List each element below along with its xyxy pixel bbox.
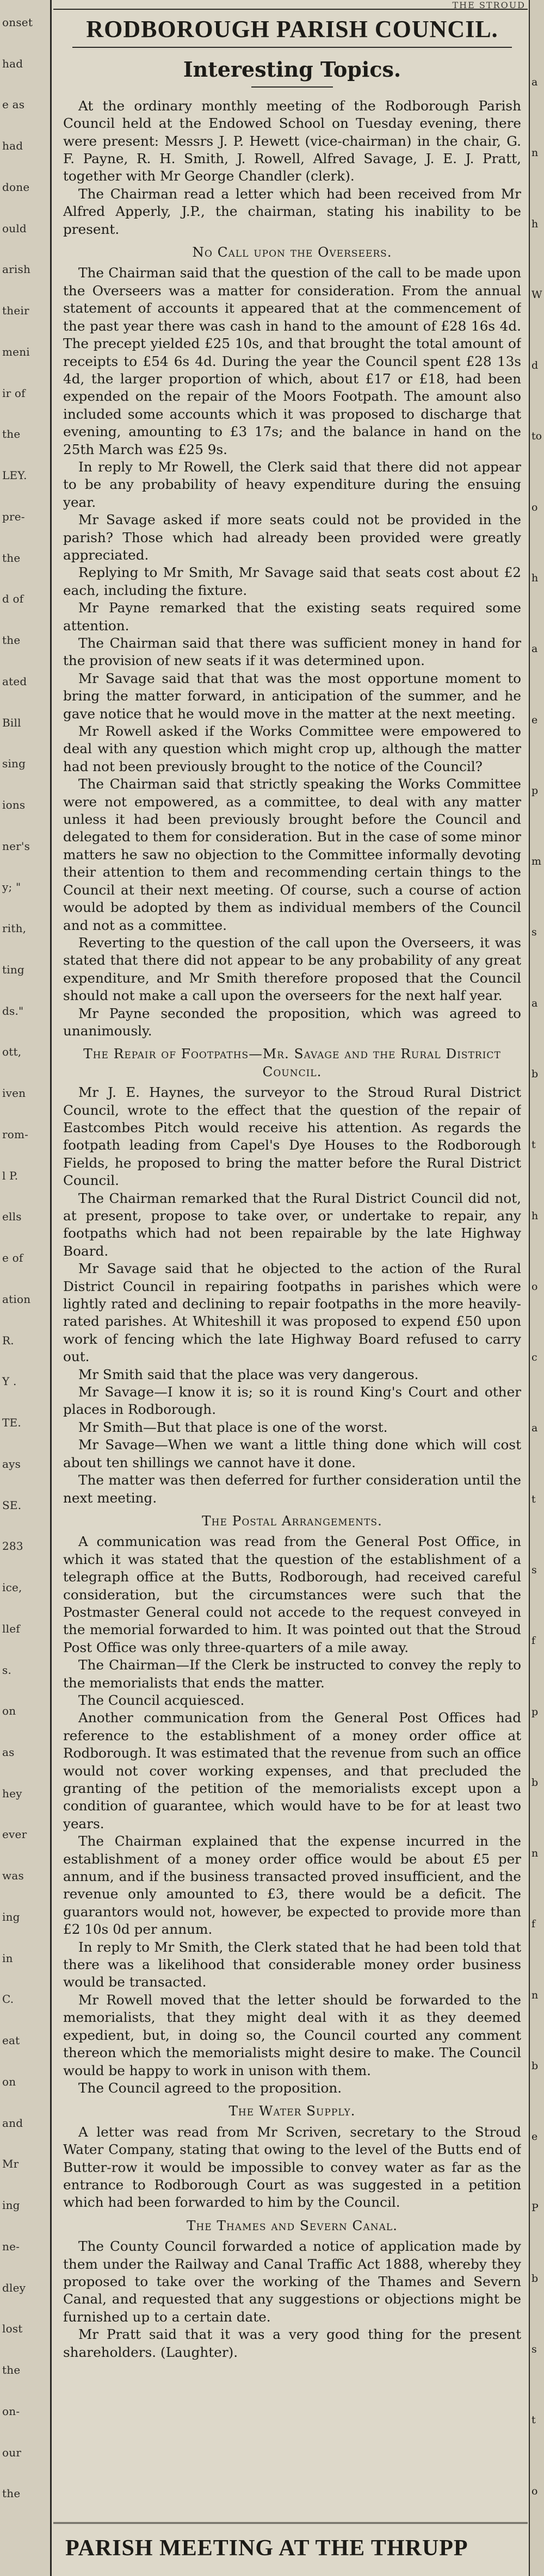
left-column-fragment: lost xyxy=(2,2322,23,2336)
left-column-fragment: ever xyxy=(2,1828,27,1841)
postal-section xyxy=(63,1533,521,2097)
article-paragraph: The Chairman said that there was sufficient money in hand for the provision of new seats if it was determined upon. xyxy=(63,635,521,669)
right-column-fragment: a xyxy=(531,1422,538,1435)
left-column-fragment: dley xyxy=(2,2281,26,2294)
article-paragraph: Mr Savage said that he objected to the action of the Rural District Council in repairing footpaths in parishes which were lightly rated and declining to repair footpaths in the more heavily-rated parishes. At Whiteshill it was proposed to expend £50 upon work of fencing which the late Highway Board refused to carry out. xyxy=(63,1261,521,1365)
left-column-fragment: eat xyxy=(2,2034,20,2047)
left-column-fragment: iven xyxy=(2,1087,26,1100)
right-column-fragment: p xyxy=(531,784,539,797)
left-column-fragment: ott, xyxy=(2,1045,22,1059)
right-column-fragment: m xyxy=(531,855,542,868)
subhead-rule xyxy=(251,86,333,88)
article-paragraph: Mr Savage—I know it is; so it is round King's Court and other places in Rodborough. xyxy=(63,1384,521,1418)
left-column-fragment: llef xyxy=(2,1622,20,1635)
left-column-fragment: had xyxy=(2,57,23,70)
left-column-fragment: e of xyxy=(2,1251,23,1265)
left-column-fragment: their xyxy=(2,304,29,318)
left-column-fragment: rith, xyxy=(2,922,27,935)
right-column-fragment: t xyxy=(531,2414,536,2426)
adjacent-column-left xyxy=(0,0,52,2576)
right-column-fragment: a xyxy=(531,997,538,1009)
section-heading-overseers: No Call upon the Overseers. xyxy=(192,244,392,260)
left-column-fragment: on xyxy=(2,2075,16,2088)
left-column-fragment: the xyxy=(2,634,21,647)
article-paragraph: The Council agreed to the proposition. xyxy=(78,2080,342,2096)
left-column-fragment: C. xyxy=(2,1992,14,2006)
article-paragraph: A letter was read from Mr Scriven, secretary to the Stroud Water Company, stating that owing to the level of the Butts end of Butter-row it would be impossible to convey water as far as the entrance to Rodborough Court as was suggested in a petition which had been forwarded to him by the Council. xyxy=(63,2124,521,2211)
right-column-fragment: n xyxy=(531,1989,539,2001)
top-crop-text: THE STROUD xyxy=(452,0,526,10)
left-column-fragment: ould xyxy=(2,221,27,235)
article-paragraph: In reply to Mr Smith, the Clerk stated that he had been told that there was a likelihood that considerable money order business would be transacted. xyxy=(63,1939,521,1990)
right-column-fragment: a xyxy=(531,76,538,88)
left-column-fragment: the xyxy=(2,2363,21,2377)
left-column-fragment: Mr xyxy=(2,2157,19,2171)
left-column-fragment: our xyxy=(2,2445,22,2459)
canal-section xyxy=(63,2238,521,2361)
right-column-fragment: a xyxy=(531,643,538,655)
left-column-fragment: ation xyxy=(2,1292,31,1306)
section-heading-water: The Water Supply. xyxy=(228,2103,356,2119)
right-column-fragment: f xyxy=(531,1918,536,1931)
right-column-fragment: o xyxy=(531,501,538,513)
left-column-fragment: l P. xyxy=(2,1169,18,1182)
left-column-fragment: meni xyxy=(2,345,30,358)
right-column-fragment: f xyxy=(531,1635,536,1647)
article-paragraph: Reverting to the question of the call upon the Overseers, it was stated that there did not appear to be any probability of any great expenditure, and Mr Smith therefore proposed that the Council should not make a call upon the overseers for the next half year. xyxy=(63,934,521,1004)
right-column-fragment: s xyxy=(531,2343,537,2356)
bottom-rule xyxy=(53,2522,528,2524)
masthead: RODBOROUGH PARISH COUNCIL. xyxy=(86,18,498,42)
right-column-fragment: n xyxy=(531,1847,539,1860)
section-heading-footpaths: The Repair of Footpaths—Mr. Savage and the Rural District Council. xyxy=(83,1046,501,1079)
right-column-fragment: W xyxy=(531,288,542,301)
article-paragraph: A communication was read from the General Post Office, in which it was stated that the question of the establishment of a telegraph office at the Butts, Rodborough, had received careful consideration, but the circumstances were such that the Postmaster General could not accede to the request conveyed in the memorial forwarded to him. It was pointed out that the Stroud Post Office was only three-quarters of a mile away. xyxy=(63,1534,521,1655)
article-paragraph: Mr Smith said that the place was very dangerous. xyxy=(78,1366,419,1382)
article-paragraph: The County Council forwarded a notice of application made by them under the Railway and Canal Traffic Act 1888, whereby they proposed to take over the working of the Thames and Severn Canal, and requested that any suggestions or objections might be furnished up to a certain date. xyxy=(63,2238,521,2325)
left-column-fragment: rom- xyxy=(2,1127,29,1141)
article-paragraph: The Chairman read a letter which had been received from Mr Alfred Apperly, J.P., the chairman, stating his inability to be present. xyxy=(63,185,521,237)
right-column-fragment: h xyxy=(531,218,539,230)
article-paragraph: Mr Payne seconded the proposition, which was agreed to unanimously. xyxy=(63,1005,521,1039)
left-column-fragment: and xyxy=(2,2116,23,2130)
left-column-fragment: y; " xyxy=(2,880,21,894)
masthead-rule xyxy=(72,47,512,48)
left-column-fragment: arish xyxy=(2,263,31,276)
left-column-fragment: had xyxy=(2,139,23,153)
article-paragraph: Another communication from the General Post Offices had reference to the establishment of a money order office at Rodborough. It was estimated that the revenue from such an office would not cover working expenses, and that precluded the granting of the petition of the memorialists except upon a condition of guarantee, which would have to be for at least two years. xyxy=(63,1710,521,1832)
left-column-fragment: ting xyxy=(2,963,24,976)
article-paragraph: Mr Payne remarked that the existing seats required some attention. xyxy=(63,600,521,634)
right-column-fragment: c xyxy=(531,1351,537,1364)
article-paragraph: The Chairman—If the Clerk be instructed to convey the reply to the memorialists that ends the matter. xyxy=(63,1657,521,1691)
right-column-fragment: d xyxy=(531,359,539,372)
water-section xyxy=(63,2124,521,2212)
article-paragraph: The Chairman said that the question of the call to be made upon the Overseers was a matter for consideration. From the annual statement of accounts it appeared that at the commencement of the past year there was cash in hand to the amount of £28 16s 4d. The precept yielded £25 10s, and that brought the total amount of receipts to £54 6s 4d. During the year the Council spent £28 13s 4d, the larger proportion of which, about £17 or £18, had been expended on the repair of the Moors Footpath. The amount also included some accounts which it was proposed to discharge that evening, amounting to £3 17s; and the balance in hand on the 25th March was £25 9s. xyxy=(63,265,521,457)
left-column-fragment: Bill xyxy=(2,716,21,729)
right-column-fragment: o xyxy=(531,2485,538,2497)
article-paragraph: Replying to Mr Smith, Mr Savage said that seats cost about £2 each, including the fixture. xyxy=(63,564,521,598)
right-column-fragment: t xyxy=(531,1139,536,1151)
left-column-fragment: the xyxy=(2,551,21,564)
section-heading-canal: The Thames and Severn Canal. xyxy=(186,2217,398,2233)
left-column-fragment: was xyxy=(2,1869,24,1883)
footpaths-section xyxy=(63,1084,521,1507)
right-column-fragment: b xyxy=(531,1776,539,1789)
article-paragraph: Mr Savage asked if more seats could not be provided in the parish? Those which had already been provided were greatly appreciated. xyxy=(63,512,521,563)
article-paragraph: The Chairman said that strictly speaking the Works Committee were not empowered, as a committee, to deal with any matter unless it had been previously brought before the Council and delegated to them for consideration. But in the case of some minor matters he saw no objection to the Committee informally devoting their attention to them and recommending certain things to the Council at their next meeting. Of course, such a course of action would be adopted by them as individual members of the Council and not as a committee. xyxy=(63,776,521,933)
left-column-fragment: ir of xyxy=(2,386,26,400)
article-paragraph: At the ordinary monthly meeting of the Rodborough Parish Council held at the Endowed School on Tuesday evening, there were present: Messrs J. P. Hewett (vice-chairman) in the chair, G. F. Payne, R. H. Smith, J. Rowell, Alfred Savage, J. E. J. Pratt, together with Mr George Chandler (clerk). xyxy=(63,97,521,184)
left-column-fragment: ner's xyxy=(2,839,30,853)
left-column-fragment: 283 xyxy=(2,1540,23,1553)
left-column-fragment: ne- xyxy=(2,2239,20,2253)
right-column-fragment: to xyxy=(531,430,542,443)
article-paragraph: Mr Savage said that that was the most opportune moment to bring the matter forward, in anticipation of the summer, and he gave notice that he would move in the matter at the next meeting. xyxy=(63,670,521,722)
right-column-fragment: b xyxy=(531,2060,539,2072)
right-column-fragment: b xyxy=(531,1068,539,1080)
subhead: Interesting Topics. xyxy=(183,57,401,82)
left-column-fragment: ing xyxy=(2,1910,20,1923)
left-column-fragment: s. xyxy=(2,1663,12,1677)
right-column-fragment: e xyxy=(531,2131,538,2143)
left-column-fragment: as xyxy=(2,1745,15,1759)
left-column-fragment: ated xyxy=(2,674,27,688)
left-column-fragment: SE. xyxy=(2,1498,22,1512)
article-column xyxy=(63,18,521,2515)
next-article-heading: PARISH MEETING AT THE THRUPP xyxy=(65,2536,468,2561)
right-column-fragment: p xyxy=(531,1705,539,1718)
article-paragraph: The Chairman remarked that the Rural District Council did not, at present, propose to take over, or undertake to repair, any footpaths which had not been repairable by the late Highway Board. xyxy=(63,1190,521,1259)
article-paragraph: Mr J. E. Haynes, the surveyor to the Stroud Rural District Council, wrote to the effect that the question of the repair of Eastcombes Pitch would receive his attention. As regards the footpath leading from Capel's Dye Houses to the Rodborough Fields, he proposed to bring the matter before the Rural District Council. xyxy=(63,1084,521,1189)
left-column-fragment: ds." xyxy=(2,1004,24,1017)
section-heading-postal: The Postal Arrangements. xyxy=(202,1512,382,1529)
left-column-fragment: R. xyxy=(2,1333,14,1347)
intro-section xyxy=(63,97,521,238)
right-column-fragment: h xyxy=(531,572,539,584)
left-column-fragment: LEY. xyxy=(2,469,27,482)
left-column-fragment: ells xyxy=(2,1210,22,1224)
left-column-fragment: done xyxy=(2,180,30,194)
right-column-fragment: s xyxy=(531,1564,537,1576)
left-column-fragment: onset xyxy=(2,16,33,29)
right-column-fragment: h xyxy=(531,1209,539,1222)
article-paragraph: Mr Pratt said that it was a very good thing for the present shareholders. (Laughter). xyxy=(63,2326,521,2360)
right-column-fragment: s xyxy=(531,926,537,939)
article-paragraph: Mr Savage—When we want a little thing done which will cost about ten shillings we cannot have it done. xyxy=(63,1437,521,1470)
right-column-fragment: o xyxy=(531,1280,538,1293)
article-paragraph: The Council acquiesced. xyxy=(78,1692,245,1708)
adjacent-column-right xyxy=(529,0,544,2576)
left-column-fragment: hey xyxy=(2,1786,22,1800)
right-column-fragment: b xyxy=(531,2272,539,2285)
article-paragraph: Mr Rowell moved that the letter should be forwarded to the memorialists, that they might deal with it as they deemed expedient, but, in doing so, the Council courted any comment thereon which the memorialists might desire to make. The Council would be happy to work in unison with them. xyxy=(63,1991,521,2078)
overseers-section xyxy=(63,264,521,1040)
left-column-fragment: ice, xyxy=(2,1581,22,1594)
left-column-fragment: pre- xyxy=(2,510,25,523)
right-column-fragment: e xyxy=(531,713,538,726)
left-column-fragment: the xyxy=(2,2487,21,2500)
left-column-fragment: ing xyxy=(2,2199,20,2212)
left-column-fragment: sing xyxy=(2,757,26,771)
left-column-fragment: ions xyxy=(2,798,26,812)
article-paragraph: Mr Rowell asked if the Works Committee were empowered to deal with any question which might crop up, although the matter had not been previously brought to the notice of the Council? xyxy=(63,723,521,774)
left-column-fragment: Y . xyxy=(2,1375,17,1388)
right-column-fragment: n xyxy=(531,147,539,159)
article-paragraph: The matter was then deferred for further consideration until the next meeting. xyxy=(63,1472,521,1506)
left-column-fragment: d of xyxy=(2,592,24,606)
left-column-fragment: in xyxy=(2,1951,13,1965)
right-column-fragment: t xyxy=(531,1493,536,1505)
article-paragraph: Mr Smith—But that place is one of the worst. xyxy=(78,1419,388,1435)
left-column-fragment: the xyxy=(2,427,21,441)
left-column-fragment: ays xyxy=(2,1457,21,1470)
left-column-fragment: e as xyxy=(2,98,25,111)
left-column-fragment: on- xyxy=(2,2404,20,2418)
article-paragraph: The Chairman explained that the expense incurred in the establishment of a money order office would be about £5 per annum, and if the business transacted proved insufficient, and the revenue only amounted to £3, there would be a deficit. The guarantors would not, however, be expected to provide more than £2 10s 0d per annum. xyxy=(63,1833,521,1938)
left-column-fragment: on xyxy=(2,1704,16,1718)
right-column-fragment: P xyxy=(531,2201,539,2214)
left-column-fragment: TE. xyxy=(2,1416,21,1430)
article-paragraph: In reply to Mr Rowell, the Clerk said that there did not appear to be any probability of heavy expenditure during the ensuing year. xyxy=(63,458,521,510)
